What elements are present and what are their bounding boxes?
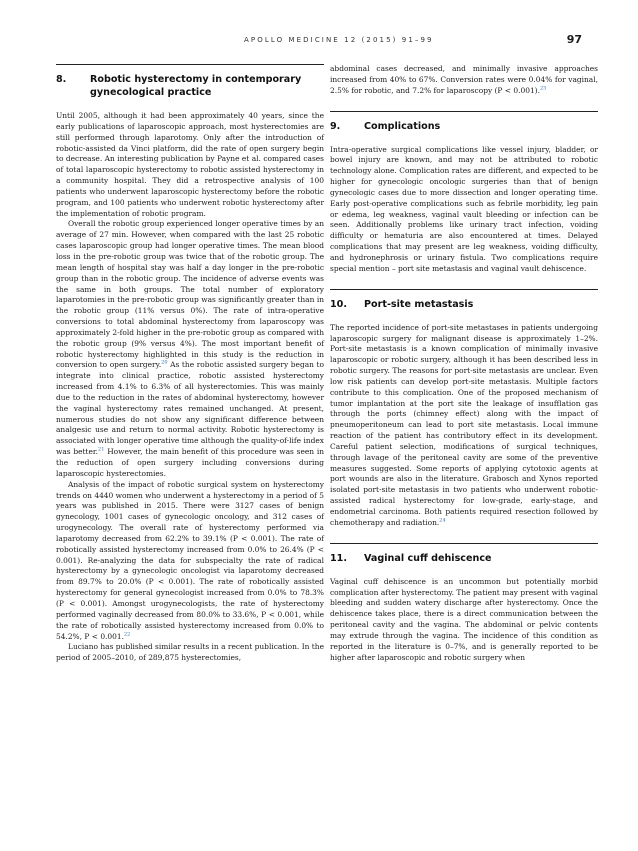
section-heading-10 [330, 298, 598, 311]
paragraph: Analysis of the impact of robotic surgical system on hysterectomy trends on 4440 women who underwent a hysterectomy in a period of 5 years was published in 2015. There were 3127 cases of benign gynecology, 1001 cases of gynecologic oncology, and 312 cases of urogynecology. The overall rate of hysterectomy performed via laparotomy decreased from 62.2% to 39.1% (P < 0.001). The rate of robotically assisted hysterectomy increased from 0.0% to 26.4% (P < 0.001). Re-analyzing the data for subspecialty the rate of radical hysterectomy by a gynecologic oncologist via laparotomy decreased from 89.7% to 20.0% (P < 0.001). The rate of robotically assisted hysterectomy for general gynecologist increased from 0.0% to 78.3% (P < 0.001). Amongst urogynecologists, the rate of hysterectomy performed vaginally decreased from 80.0% to 33.6%, P < 0.001, while the rate of robotically assisted hysterectomy increased from 0.0% to 54.2%, P < 0.001.22 [56, 479, 324, 641]
reference-link[interactable]: 21 [98, 446, 105, 453]
section-11 [330, 543, 598, 664]
paragraph: Luciano has published similar results in a recent publication. In the period of 2005–2010, of 289,875 hysterectomies, [56, 642, 324, 663]
section-rule [330, 543, 598, 544]
section-number: 11. [330, 552, 347, 564]
section-number: 8. [56, 74, 67, 85]
section-number: 10. [330, 298, 347, 310]
right-column [330, 64, 598, 663]
section-title: Port-site metastasis [364, 298, 474, 310]
reference-link[interactable]: 22 [123, 631, 131, 638]
paragraph: Intra-operative surgical complications like vessel injury, bladder, or bowel injury are known, and may not be attributed to robotic technology alone. Complication rates are different, and expected to be higher for gynecologic oncologic surgeries than that of benign gynecologic cases due to more dissection and longer operating time. Early post-operative complications such as febrile morbidity, leg pain or edema, leg weakness, vaginal vault bleeding or infection can be seen. Additionally problems like urinary tract infection, voiding difficulty or hematuria are also encountered at times. Delayed complications that may present are leg weakness, voiding difficulty, and hydronephrosis or urinary fistula. Two complications require special mention – port site metastasis and vaginal vault dehiscence. [330, 144, 598, 273]
section-rule [56, 64, 324, 65]
section-title: Vaginal cuff dehiscence [364, 552, 492, 564]
section-title: Complications [364, 120, 441, 132]
reference-link[interactable]: 24 [439, 517, 446, 524]
page-number: 97 [566, 33, 582, 46]
section-heading-11 [330, 552, 598, 565]
section-rule [330, 289, 598, 290]
paragraph: Vaginal cuff dehiscence is an uncommon but potentially morbid complication after hysterectomy. The patient may present with vaginal bleeding and sudden watery discharge after hysterectomy. Once the dehiscence takes place, there is a direct communication between the peritoneal cavity and the vagina. The abdominal or pelvic contents may extrude through the vagina. The incidence of this condition as reported in the literature is 0–7%, and is generally reported to be higher after laparoscopic and robotic surgery when [330, 576, 598, 662]
section-number: 9. [330, 120, 341, 132]
running-head [0, 34, 638, 48]
section-title: Robotic hysterectomy in contemporary gynecological practice [90, 74, 302, 98]
journal-citation: APOLLO MEDICINE 12 (2015) 91–99 [244, 36, 434, 44]
left-column [56, 64, 324, 664]
section-rule [330, 111, 598, 112]
section-10 [330, 289, 598, 529]
section-heading-9 [330, 120, 598, 133]
paragraph: The reported incidence of port-site metastases in patients undergoing laparoscopic surgery for malignant disease is approximately 1–2%. Port-site metastasis is a known complication of minimally invasive laparoscopic or robotic surgery, although it has been described less in robotic surgery. The reasons for port-site metastasis are unclear. Even low risk patients can develop port-site metastasis. Multiple factors contribute to this complication. One of the proposed mechanism of tumor implantation at the port site the leakage of insufflation gas through the ports (chimney effect) along with the impact of pneumoperitoneum can lead to port site metastasis. Local immune reaction of the patient has contributory effect in its development. Careful patient selection, modifications of surgical techniques, through lavage of the peritoneal cavity are some of the preventive measures suggested. Some reports of applying cytotoxic agents at port wounds are also in the literature. Grabosch and Xynos reported isolated port-site metastasis in two patients who underwent robotic-assisted radical hysterectomy for low-grade, early-stage, and endometrial carcinoma. Both patients required resection followed by chemotherapy and radiation.$^{24}$ [330, 322, 598, 527]
reference-link[interactable]: 23 [539, 85, 547, 92]
section-heading-8 [56, 73, 324, 99]
reference-link[interactable]: 20 [161, 359, 168, 366]
section-9 [330, 111, 598, 275]
paragraph: abdominal cases decreased, and minimally invasive approaches increased from 40% to 67%. Conversion rates were 0.04% for vaginal, 2.5% for robotic, and 7.2% for laparoscopy (P < 0.001).$^{23}$ [330, 64, 598, 95]
paragraph: Overall the robotic group experienced longer operative times by an average of 27 min. However, when compared with the last 25 robotic cases laparoscopic group had longer operative times. The mean blood loss in the pre-robotic group was twice that of the robotic group. The mean length of hospital stay was half a day longer in the pre-robotic group than in the robotic group. The incidence of adverse events was the same in both groups. The total number of exploratory laparotomies in the pre-robotic group was significantly greater than in the robotic group (11% versus 0%). The rate of intra-operative conversions to total abdominal hysterectomy from laparoscopy was approximately 2-fold higher in the pre-robotic group as compared with the robotic group (9% versus 4%). The most important benefit of robotic hysterectomy highlighted in this study is the reduction in conversion to open surgery.$^{20}$ As the robotic assisted surgery began to integrate into clinical practice, robotic assisted hysterectomy increased from 4.1% to 6.3% of all hysterectomies. This was mainly due to the reduction in the rates of abdominal hysterectomy, however the vaginal hysterectomy rates remained unchanged. At present, numerous studies do not show any significant difference between analgesic use and return to normal activity. Robotic hysterectomy is associated with longer operative time although the quality-of-life index was better.$^{21}$ However, the main benefit of this procedure was seen in the reduction of open surgery including conversions during laparoscopic hysterectomies. [56, 219, 324, 478]
paragraph: Until 2005, although it had been approximately 40 years, since the early publications of laparoscopic approach, most hysterectomies are still performed through laparotomy. Only after the introduction of robotic-assisted da Vinci platform, did the rate of open surgery begin to decrease. An interesting publication by Payne et al. compared cases of total laparoscopic hysterectomy to robotic assisted hysterectomy in a community hospital. They did a retrospective analysis of 100 patients who underwent laparoscopic hysterectomy before the robotic program, and 100 patients who underwent robotic hysterectomy after the implementation of robotic program. [56, 111, 324, 218]
